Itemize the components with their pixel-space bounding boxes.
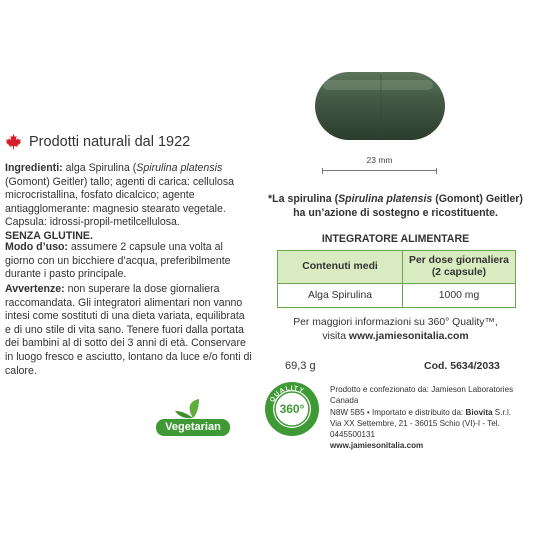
ingredients-text1: alga Spirulina ( (62, 162, 137, 174)
warnings-text: non superare la dose giornaliera raccomandata. Gli integratori alimentari non vanno intesi come sostituti di una dieta variata, equilibrata e di uno stile di vita sano. Tenere fuori dalla portata dei bambini al di sotto dei 3 anni di età. Conservare in luogo fresco e asciutto, lontano da luce e/o fonti di calore. (5, 283, 252, 377)
table-cell-value: 1000 mg (403, 284, 516, 308)
usage-text: assumere 2 capsule una volta al giorno con un bicchiere d’acqua, preferibilmente durante i pasto principale. (5, 241, 231, 281)
net-weight: 69,3 g (285, 360, 316, 372)
quality-ring-text: QUALITY (268, 384, 306, 404)
producer-line1: Prodotto e confezionato da: Jamieson Laboratories Canada (330, 385, 514, 406)
health-claim (268, 193, 523, 220)
usage-section (5, 241, 253, 282)
brand-heading (5, 133, 190, 150)
table-header-dose: Per dose giornaliera (2 capsule) (403, 251, 516, 284)
claim-suffix: (Gomont) Geitler) (432, 193, 523, 205)
vegetarian-label: Vegetarian (165, 421, 221, 433)
info-line1: Per maggiori informazioni su 360° Quality™, (293, 317, 498, 328)
nutrition-table (277, 250, 516, 308)
ingredients-section (5, 162, 253, 244)
supplement-title: INTEGRATORE ALIMENTARE (321, 233, 470, 245)
ingredients-italic: Spirulina platensis (136, 162, 223, 174)
vegetarian-badge (153, 398, 233, 438)
claim-prefix: *La spirulina ( (268, 193, 339, 205)
maple-leaf-icon (5, 133, 22, 150)
claim-line2: ha un’azione di sostegno e ricostituente. (293, 206, 498, 219)
producer-website[interactable]: www.jamiesonitalia.com (330, 441, 424, 451)
quality-badge-icon (261, 378, 323, 438)
producer-line2-prefix: N8W 5B5 • Importato e distribuito da: (330, 407, 466, 417)
usage-label: Modo d’uso: (5, 241, 68, 253)
capsule-icon (313, 68, 447, 144)
ingredients-text2: (Gomont) Geitler) tallo; agenti di carica: cellulosa microcristallina, fosfato dicalcico; agente antiagglomerante: magnesio stearato vegetale. Capsula: idrossi-propil-metilcellulosa. (5, 175, 235, 229)
product-code: Cod. 5634/2033 (424, 360, 500, 372)
producer-biovita: Biovita (465, 407, 493, 417)
brand-title: Prodotti naturali dal 1922 (29, 133, 191, 150)
more-info (268, 316, 523, 343)
info-line2-prefix: visita (322, 330, 349, 342)
dimension-line (322, 170, 437, 171)
quality-360-badge (261, 378, 323, 438)
capsule-image (313, 68, 447, 144)
claim-italic: Spirulina platensis (338, 193, 433, 205)
quality-number: 360° (279, 402, 305, 416)
gluten-free-label: SENZA GLUTINE. (5, 229, 93, 242)
table-cell-name: Alga Spirulina (278, 284, 403, 308)
website-link[interactable]: www.jamiesonitalia.com (348, 330, 469, 342)
table-header-content: Contenuti medi (278, 251, 403, 284)
table-header-row (278, 251, 516, 284)
producer-line2-suffix: S.r.l. (492, 407, 511, 417)
warnings-section (5, 283, 253, 378)
producer-info (330, 384, 530, 452)
producer-line3: Via XX Settembre, 21 - 36015 Schio (VI)-I - Tel. 0445500131 (330, 418, 500, 440)
table-row (278, 284, 516, 308)
warnings-label: Avvertenze: (5, 283, 65, 295)
capsule-dimension: 23 mm (366, 155, 393, 165)
ingredients-label: Ingredienti: (5, 162, 63, 174)
